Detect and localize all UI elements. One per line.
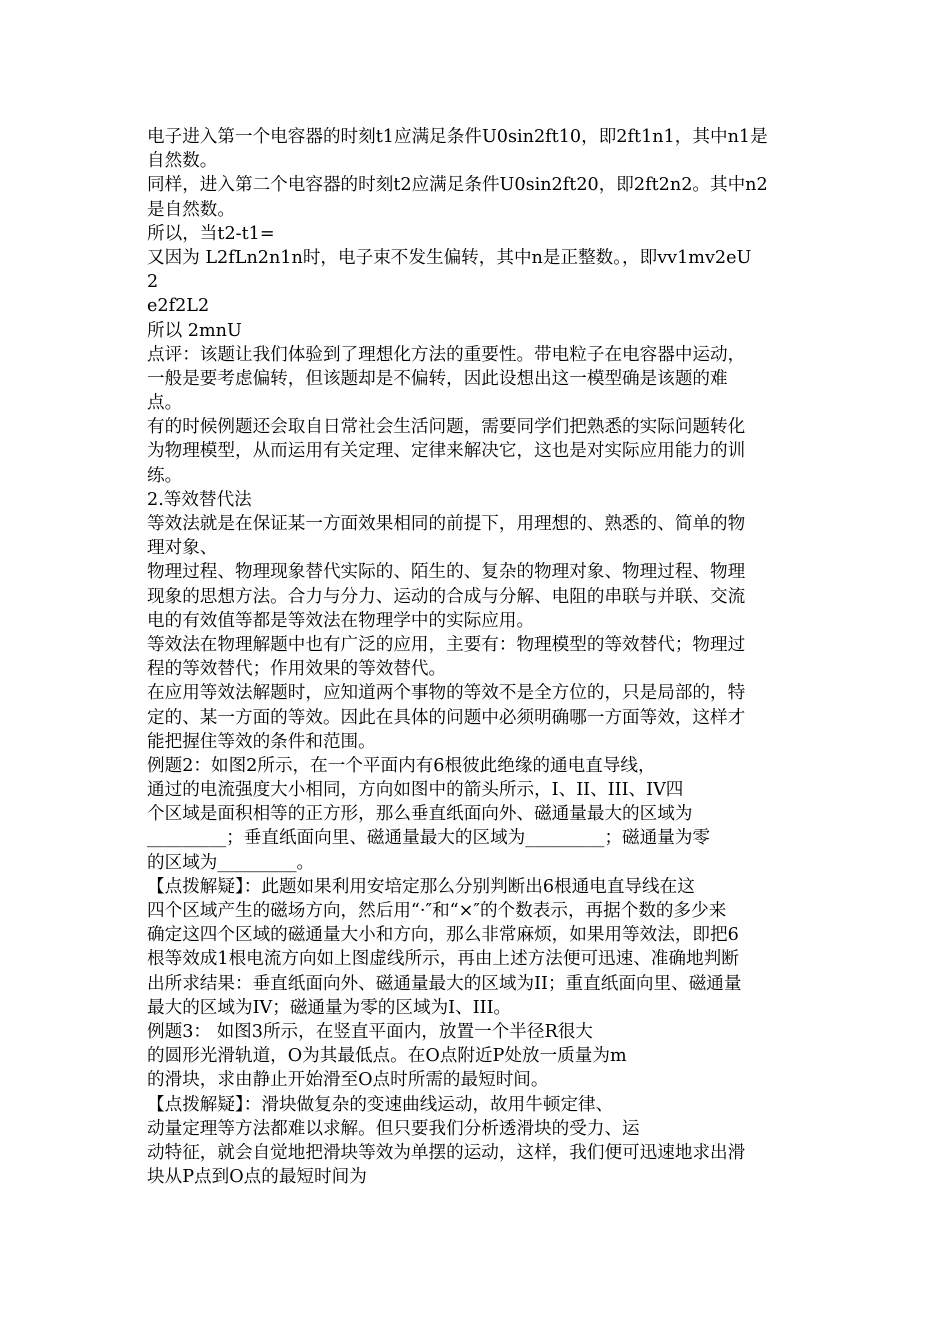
text-line: e2f2L2 [147,296,210,317]
text-line: 【点拨解疑】：此题如果利用安培定那么分别判断出6根通电直导线在这 [147,876,695,897]
text-line: 自然数。 [147,151,218,172]
text-line: 点。 [147,393,183,414]
text-line: 动特征，就会自觉地把滑块等效为单摆的运动，这样，我们便可迅速地求出滑 [147,1142,746,1163]
text-line: 练。 [147,465,183,486]
text-line: 为物理模型，从而运用有关定理、定律来解决它，这也是对实际应用能力的训 [147,441,746,462]
text-line: 出所求结果：垂直纸面向外、磁通量最大的区域为II；重直纸面向里、磁通量 [147,973,742,994]
text-line: 等效法就是在保证某一方面效果相同的前提下，用理想的、熟悉的、简单的物 [147,514,746,534]
text-line: 一般是要考虑偏转，但该题却是不偏转，因此设想出这一模型确是该题的难 [147,368,728,389]
text-line: 块从P点到O点的最短时间为 [147,1167,367,1188]
section-heading: 2.等效替代法 [147,489,252,510]
text-line: 四个区域产生的磁场方向，然后用“·″和“×″的个数表示，再据个数的多少来 [147,901,727,921]
text-line: 电的有效值等都是等效法在物理学中的实际应用。 [147,610,535,631]
text-line: 最大的区域为IV；磁通量为零的区域为I、III。 [147,997,512,1018]
text-line: _________；垂直纸面向里、磁通量最大的区域为_________；磁通量为零 [147,828,711,849]
text-line: 理对象、 [147,538,218,559]
text-line: 的滑块，求由静止开始滑至O点时所需的最短时间。 [147,1070,549,1091]
text-line: 根等效成1根电流方向如上图虚线所示，再由上述方法便可迅速、准确地判断 [147,949,739,970]
text-line: 例题2：如图2所示，在一个平面内有6根彼此绝缘的通电直导线， [147,755,656,776]
text-line: 电子进入第一个电容器的时刻t1应满足条件U0sin2ft10，即2ft1n1，其中n1是 [147,127,768,147]
document-body [147,125,807,1189]
text-line: 物理过程、物理现象替代实际的、陌生的、复杂的物理对象、物理过程、物理 [147,562,746,583]
text-line: 确定这四个区域的磁通量大小和方向，那么非常麻烦，如果用等效法，即把6 [147,925,739,946]
text-line: 定的、某一方面的等效。因此在具体的问题中必须明确哪一方面等效，这样才 [147,707,746,728]
text-line: 【点拨解疑】：滑块做复杂的变速曲线运动，故用牛顿定律、 [147,1094,614,1115]
text-line: 例题3： 如图3所示，在竖直平面内，放置一个半径R很大 [147,1021,593,1042]
text-line: 能把握住等效的条件和范围。 [147,731,376,752]
text-line: 是自然数。 [147,199,235,220]
text-line: 的圆形光滑轨道，O为其最低点。在O点附近P处放一质量为m [147,1046,627,1067]
text-line: 点评：该题让我们体验到了理想化方法的重要性。带电粒子在电容器中运动， [147,344,746,365]
text-line: 又因为 L2fLn2n1n时，电子束不发生偏转，其中n是正整数。，即vv1mv2eU [147,247,752,268]
text-line: 的区域为_________。 [147,852,315,873]
text-line: 2 [147,272,159,293]
text-line: 个区域是面积相等的正方形，那么垂直纸面向外、磁通量最大的区域为 [147,804,693,825]
text-line: 动量定理等方法都难以求解。但只要我们分析透滑块的受力、运 [147,1118,640,1139]
text-line: 通过的电流强度大小相同，方向如图中的箭头所示，I、II、III、IV四 [147,780,684,801]
text-line: 程的等效替代；作用效果的等效替代。 [147,659,447,680]
text-line: 在应用等效法解题时，应知道两个事物的等效不是全方位的，只是局部的，特 [147,683,746,704]
text-line: 所以 2mnU [147,320,242,341]
text-line: 现象的思想方法。合力与分力、运动的合成与分解、电阻的串联与并联、交流 [147,586,746,607]
text-line: 同样，进入第二个电容器的时刻t2应满足条件U0sin2ft20，即2ft2n2。其中n2 [147,175,768,196]
text-line: 所以，当t2-t1= [147,223,275,244]
text-line: 等效法在物理解题中也有广泛的应用，主要有：物理模型的等效替代；物理过 [147,634,746,655]
text-line: 有的时候例题还会取自日常社会生活问题，需要同学们把熟悉的实际问题转化 [147,417,746,438]
